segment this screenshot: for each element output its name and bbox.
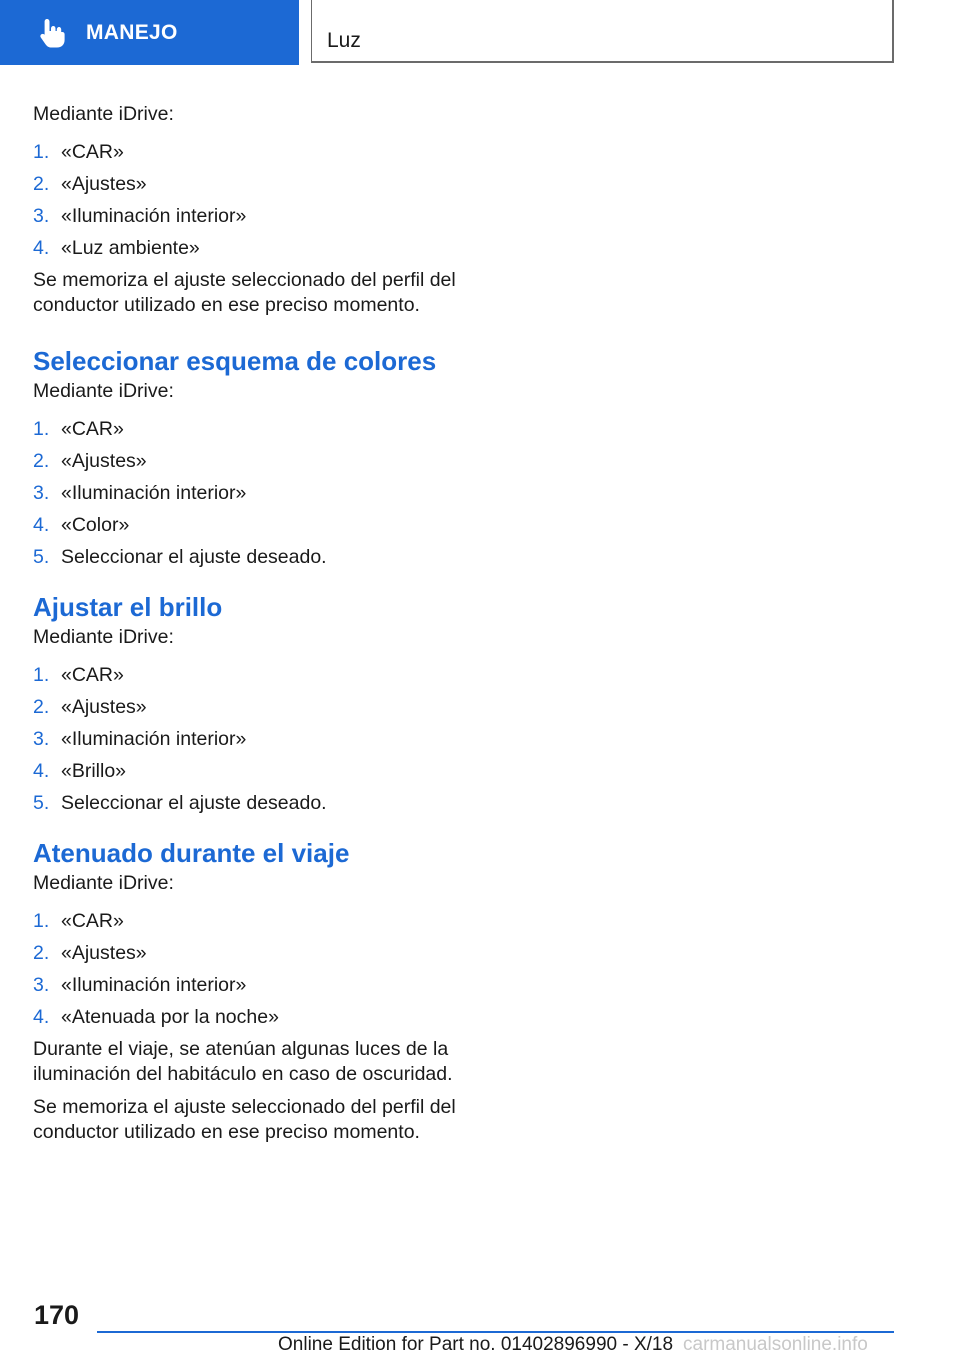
watermark: carmanualsonline.info: [683, 1334, 868, 1355]
list-item: 2. «Ajustes»: [33, 173, 147, 195]
dimming-lead: Mediante iDrive:: [33, 872, 174, 894]
list-item: 3. «Iluminación interior»: [33, 205, 247, 227]
color-scheme-lead: Mediante iDrive:: [33, 380, 174, 402]
page-content: [33, 102, 463, 1145]
list-item: 4. «Atenuada por la noche»: [33, 1006, 279, 1028]
intro-note: Se memoriza el ajuste seleccionado del perfil del conductor utilizado en ese preciso momento.: [33, 269, 456, 316]
list-item: 1. «CAR»: [33, 418, 124, 440]
chapter-label: Luz: [327, 29, 361, 52]
list-item: 4. «Color»: [33, 514, 130, 536]
section-label: MANEJO: [86, 20, 178, 44]
list-item: 4. «Luz ambiente»: [33, 237, 200, 259]
list-item: 3. «Iluminación interior»: [33, 728, 247, 750]
list-item: 2. «Ajustes»: [33, 696, 147, 718]
brightness-steps: [33, 663, 463, 816]
list-item: 2. «Ajustes»: [33, 450, 147, 472]
section-tab[interactable]: [0, 0, 299, 65]
brightness-lead: Mediante iDrive:: [33, 626, 174, 648]
edition-text: Online Edition for Part no. 01402896990 - X/18: [278, 1334, 674, 1355]
intro-steps: [33, 140, 463, 261]
chapter-header: [311, 0, 894, 63]
brightness-heading: Ajustar el brillo: [33, 592, 223, 622]
dimming-steps: [33, 909, 463, 1030]
list-item: 3. «Iluminación interior»: [33, 974, 247, 996]
dimming-description: Durante el viaje, se atenúan algunas luces de la iluminación del habitáculo en caso de oscuridad.: [33, 1038, 453, 1085]
intro-lead: Mediante iDrive:: [33, 103, 174, 125]
color-scheme-steps: [33, 417, 463, 570]
page-number: 170: [34, 1300, 80, 1330]
list-item: 1. «CAR»: [33, 664, 124, 686]
dimming-heading: Atenuado durante el viaje: [33, 838, 350, 868]
dimming-note: Se memoriza el ajuste seleccionado del perfil del conductor utilizado en ese preciso momento.: [33, 1096, 456, 1143]
list-item: 5. Seleccionar el ajuste deseado.: [33, 792, 327, 814]
list-item: 4. «Brillo»: [33, 760, 127, 782]
list-item: 3. «Iluminación interior»: [33, 482, 247, 504]
list-item: 5. Seleccionar el ajuste deseado.: [33, 546, 327, 568]
color-scheme-heading: Seleccionar esquema de colores: [33, 346, 437, 376]
footer-rule: [97, 1331, 894, 1333]
list-item: 1. «CAR»: [33, 141, 124, 163]
list-item: 2. «Ajustes»: [33, 942, 147, 964]
hand-pointer-icon: [38, 17, 68, 49]
list-item: 1. «CAR»: [33, 910, 124, 932]
